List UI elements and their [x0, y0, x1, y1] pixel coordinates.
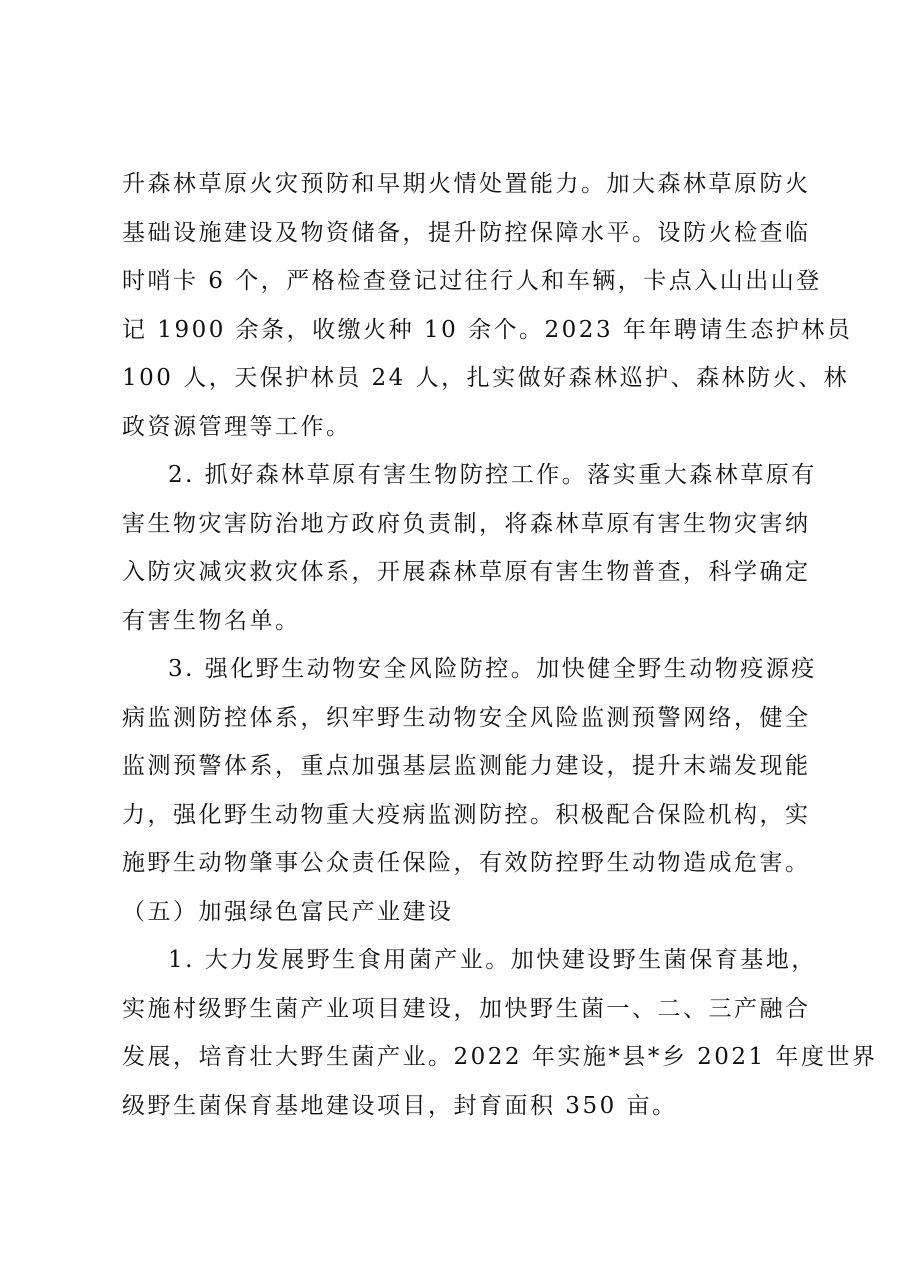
text-line: 施野生动物肇事公众责任保险，有效防控野生动物造成危害。 [122, 850, 811, 876]
text-line: 2. 抓好森林草原有害生物防控工作。落实重大森林草原有 [168, 462, 817, 488]
section-heading: （五）加强绿色富民产业建设 [122, 898, 454, 925]
text-line: 害生物灾害防治地方政府负责制，将森林草原有害生物灾害纳 [122, 510, 811, 537]
text-line: 有害生物名单。 [122, 607, 301, 634]
text-line: 监测预警体系，重点加强基层监测能力建设，提升末端发现能 [122, 753, 811, 779]
text-line: 基础设施建设及物资储备，提升防控保障水平。设防火检查临 [122, 219, 811, 246]
text-line: 入防灾减灾救灾体系，开展森林草原有害生物普查，科学确定 [122, 559, 811, 585]
text-line: 发展，培育壮大野生菌产业。2022 年实施*县*乡 2021 年度世界 [122, 1044, 878, 1070]
text-line: 病监测防控体系，织牢野生动物安全风险监测预警网络，健全 [122, 704, 811, 731]
text-line: 时哨卡 6 个，严格检查登记过往行人和车辆，卡点入山出山登 [122, 268, 822, 294]
text-line: 实施村级野生菌产业项目建设，加快野生菌一、二、三产融合 [122, 995, 811, 1022]
text-line: 1. 大力发展野生食用菌产业。加快建设野生菌保育基地， [168, 947, 817, 973]
text-line: 100 人，天保护林员 24 人，扎实做好森林巡护、森林防火、林 [122, 365, 850, 391]
text-line: 级野生菌保育基地建设项目，封育面积 350 亩。 [122, 1092, 678, 1119]
text-line: 政资源管理等工作。 [122, 413, 352, 440]
document-body [122, 160, 878, 1130]
text-line: 力，强化野生动物重大疫病监测防控。积极配合保险机构，实 [122, 801, 811, 828]
text-line: 记 1900 余条，收缴火种 10 余个。2023 年年聘请生态护林员 [122, 316, 853, 343]
text-line: 3. 强化野生动物安全风险防控。加快健全野生动物疫源疫 [168, 656, 817, 682]
text-line: 升森林草原火灾预防和早期火情处置能力。加大森林草原防火 [122, 171, 811, 197]
